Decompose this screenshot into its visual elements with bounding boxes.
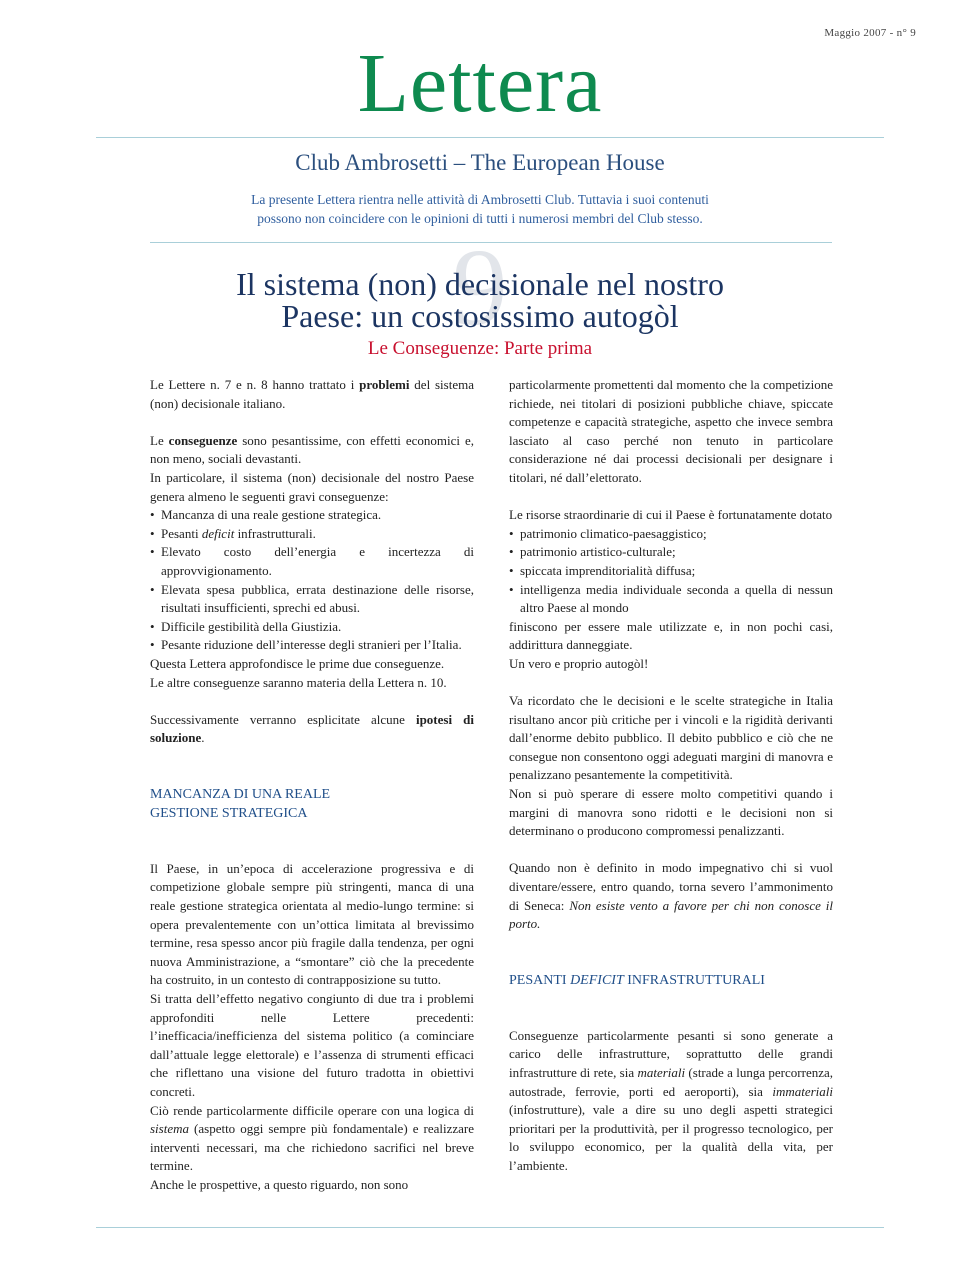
text: Quando non è definito in modo impegnativo chi si vuol diventare/essere, entro quando, torna severo l’ammonimento di Seneca: xyxy=(509,860,833,913)
paragraph: Anche le prospettive, a questo riguardo, non sono xyxy=(150,1176,409,1192)
bold-text: problemi xyxy=(359,377,410,392)
right-column xyxy=(509,376,833,1176)
paragraph: Le risorse straordinarie di cui il Paese è fortunatamente dotato xyxy=(509,507,833,523)
paragraph: In particolare, il sistema (non) decisionale del nostro Paese genera almeno le seguenti gravi conseguenze: xyxy=(150,469,474,504)
disclaimer-line: possono non coincidere con le opinioni di tutti i numerosi membri del Club stesso. xyxy=(257,211,703,226)
issue-date: Maggio 2007 - n° 9 xyxy=(824,27,916,39)
text: (aspetto oggi sempre più fondamentale) e realizzare interventi necessari, ma che richiedono sacrifici nel breve termine. xyxy=(150,1121,474,1174)
text: . xyxy=(201,730,205,746)
text: (infostrutture), vale a dire su uno degli aspetti strategici prioritari per la produttività, per il progresso tecnologico, per lo sviluppo economico, per la qualità della vita, per l’ambiente. xyxy=(509,1102,833,1173)
paragraph xyxy=(150,432,474,469)
paragraph: Si tratta dell’effetto negativo congiunto di due tra i problemi approfonditi nelle Lettere precedenti: l’inefficacia/inefficienza del sistema politico (a cominciare dall’attuale legge elettorale) e l’assenza di strumenti efficaci che riflettano una visione del futuro tradotta in obiettivi concreti. xyxy=(150,991,474,1099)
article-title xyxy=(0,268,960,332)
list-item: • Difficile gestibilità della Giustizia. xyxy=(150,618,474,637)
text: Ciò rende particolarmente difficile operare con una logica di xyxy=(150,1102,474,1118)
disclaimer-line: La presente Lettera rientra nelle attività di Ambrosetti Club. Tuttavia i suoi contenuti xyxy=(251,192,709,207)
text: Le xyxy=(150,432,169,448)
heading-line: MANCANZA DI UNA REALE xyxy=(150,786,331,802)
heading-text: INFRASTRUTTURALI xyxy=(623,972,765,988)
list-item: • Elevato costo dell’energia e incertezza di approvvigionamento. xyxy=(150,543,474,580)
text: sono pesantissime, con effetti economici e, non meno, sociali devastanti. xyxy=(150,432,474,467)
paragraph xyxy=(150,376,474,413)
paragraph xyxy=(150,1102,474,1176)
paragraph: Questa Lettera approfondisce le prime due conseguenze. xyxy=(150,655,445,671)
article-subtitle: Le Conseguenze: Parte prima xyxy=(367,338,593,359)
top-divider xyxy=(96,137,884,138)
list-item: • Pesante riduzione dell’interesse degli stranieri per l’Italia. xyxy=(150,636,474,655)
paragraph xyxy=(150,711,474,748)
title-line: Il sistema (non) decisionale nel nostro xyxy=(236,266,724,302)
title-line: Paese: un costosissimo autogòl xyxy=(281,298,679,334)
list-item: • spiccata imprenditorialità diffusa; xyxy=(509,562,833,581)
list-item: • Elevata spesa pubblica, errata destinazione delle risorse, risultati insufficienti, sprechi ed abusi. xyxy=(150,581,474,618)
text: infrastrutturali. xyxy=(234,525,316,541)
bold-text: conseguenze xyxy=(168,432,238,448)
italic-text: sistema xyxy=(150,1121,189,1137)
disclaimer xyxy=(0,190,960,228)
seneca-quote: Non esiste vento a favore per chi non conosce il porto. xyxy=(509,897,833,932)
section-heading xyxy=(509,971,833,990)
bottom-divider xyxy=(96,1227,884,1228)
text: Le Lettere n. 7 e n. 8 hanno trattato i xyxy=(150,377,360,392)
paragraph: Non si può sperare di essere molto competitivi quando i margini di manovra sono ridotti e le decisioni non si determinano o producono compromessi penalizzanti. xyxy=(509,786,833,839)
issue-number-watermark: 9 xyxy=(452,226,508,348)
paragraph xyxy=(509,859,833,933)
paragraph: particolarmente promettenti dal momento che la competizione richiede, nei titolari di posizioni pubbliche chiave, spiccate competenze e capacità strategiche, aspetto che invece sembra lasciato al caso perché non tenuto in particolare considerazione né dai processi decisionali per designare i titolari, né dall’elettorato. xyxy=(509,377,833,485)
paragraph: Va ricordato che le decisioni e le scelte strategiche in Italia risultano ancor più critiche per i vincoli e la rigidità derivanti dall’enorme debito pubblico. Il debito pubblico e ciò che ne consegue non consentono oggi adeguati margini di manovra e penalizzano pesantemente la competitività. xyxy=(509,693,833,783)
list-item xyxy=(150,525,474,544)
text: (strade a lunga percorrenza, autostrade, ferrovie, porti ed aeroporti), sia xyxy=(509,1065,833,1099)
list-item: • patrimonio climatico-paesaggistico; xyxy=(509,525,833,544)
paragraph: finiscono per essere male utilizzate e, in non pochi casi, addirittura danneggiate. xyxy=(509,618,833,653)
left-column xyxy=(150,376,474,1195)
section-heading xyxy=(150,785,474,823)
masthead-title: Lettera xyxy=(357,37,603,130)
list-item: • Mancanza di una reale gestione strategica. xyxy=(150,506,474,525)
italic-text: immateriali xyxy=(772,1083,833,1099)
text: del sistema (non) decisionale italiano. xyxy=(150,377,474,411)
list-item: • intelligenza media individuale seconda a quella di nessun altro Paese al mondo xyxy=(509,581,833,618)
italic-text: materiali xyxy=(637,1065,686,1080)
text: Pesanti xyxy=(161,525,202,541)
list-item: • patrimonio artistico-culturale; xyxy=(509,543,833,562)
bold-text: ipotesi di soluzione xyxy=(150,711,474,746)
paragraph xyxy=(509,1027,833,1176)
paragraph: Il Paese, in un’epoca di accelerazione progressiva e di competizione globale sempre più stringenti, manca di una reale gestione strategica orientata al medio-lungo termine: si opera prevalentemente con un’ottica limitata al brevissimo termine, resa spesso ancor più fragile dalla tendenza, per ogni nuova Amministrazione, a “smontare” ciò che la precedente ha costruito, in un contesto di contrapposizione su tutto. xyxy=(150,860,474,988)
heading-line: GESTIONE STRATEGICA xyxy=(150,805,308,821)
text: Conseguenze particolarmente pesanti si sono generate a carico delle infrastrutture, soprattutto delle grandi infrastrutture di rete, sia xyxy=(509,1027,833,1080)
heading-text: PESANTI xyxy=(509,972,571,988)
heading-italic: DEFICIT xyxy=(570,972,624,988)
club-name: Club Ambrosetti – The European House xyxy=(295,150,665,175)
paragraph: Le altre conseguenze saranno materia della Lettera n. 10. xyxy=(150,674,447,690)
text: Successivamente verranno esplicitate alcune xyxy=(150,711,416,727)
italic-text: deficit xyxy=(201,525,235,541)
paragraph: Un vero e proprio autogòl! xyxy=(509,655,649,671)
